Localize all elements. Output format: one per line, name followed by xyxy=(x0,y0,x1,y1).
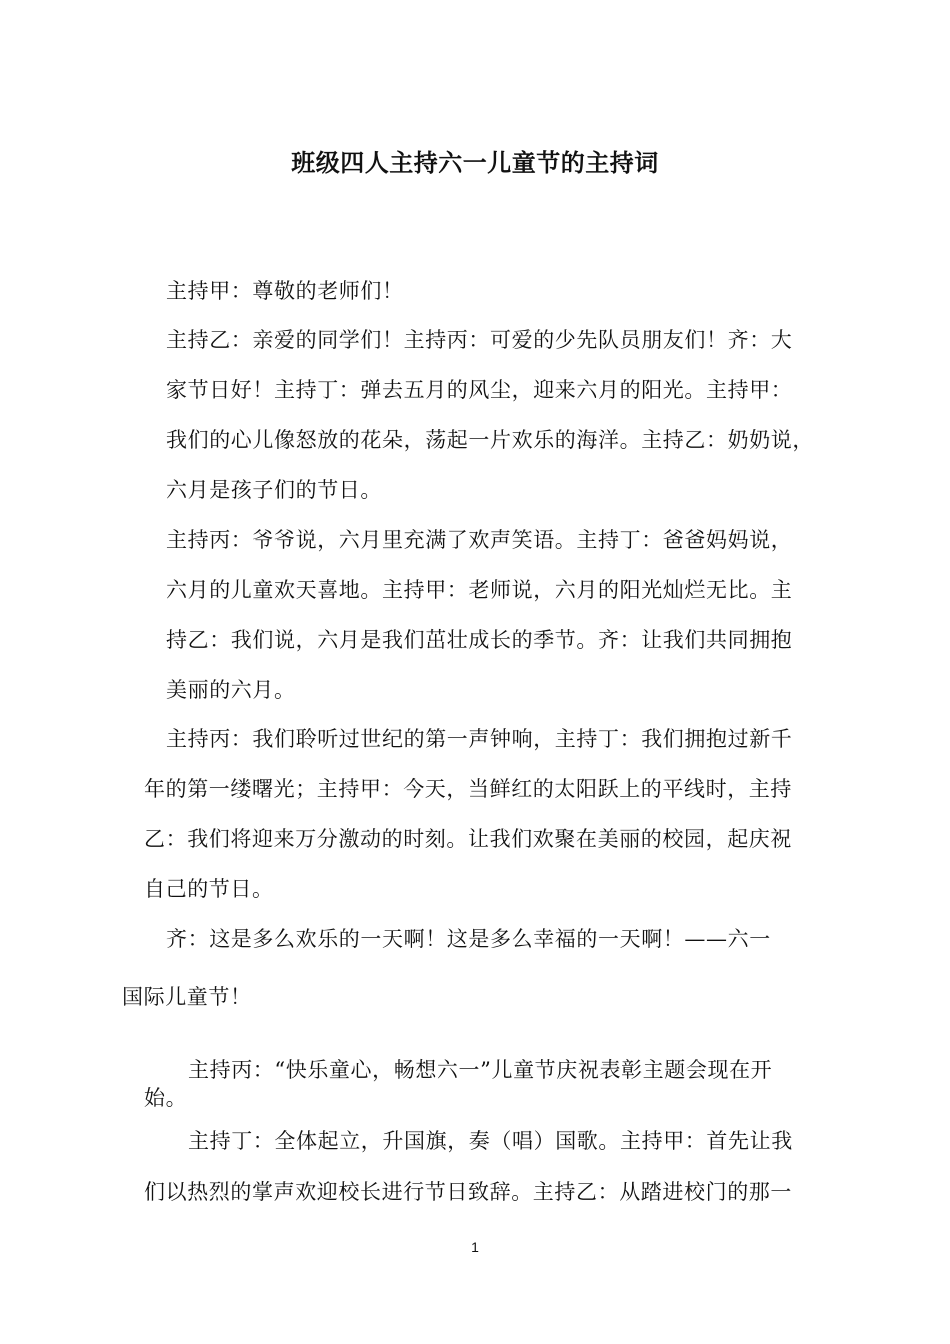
text-line: 始。 xyxy=(144,1086,188,1110)
text-line: 六月的儿童欢天喜地。主持甲：老师说，六月的阳光灿烂无比。主 xyxy=(166,578,793,602)
text-line: 主持丙：我们聆听过世纪的第一声钟响，主持丁：我们拥抱过新千 xyxy=(166,727,793,751)
text-line: 主持丁：全体起立，升国旗，奏（唱）国歌。主持甲：首先让我 xyxy=(188,1129,793,1153)
text-line: 六月是孩子们的节日。 xyxy=(166,478,382,502)
text-line: 家节日好！主持丁：弹去五月的风尘，迎来六月的阳光。主持甲： xyxy=(166,378,793,402)
text-line: 我们的心儿像怒放的花朵，荡起一片欢乐的海洋。主持乙：奶奶说， xyxy=(166,428,814,452)
text-line: 们以热烈的掌声欢迎校长进行节日致辞。主持乙：从踏进校门的那一 xyxy=(144,1180,792,1204)
text-line: 自己的节日。 xyxy=(144,877,274,901)
text-line: 主持丙：“快乐童心，畅想六一”儿童节庆祝表彰主题会现在开 xyxy=(188,1058,773,1082)
text-line: 主持乙：亲爱的同学们！主持丙：可爱的少先队员朋友们！齐：大 xyxy=(166,328,793,352)
text-line: 齐：这是多么欢乐的一天啊！这是多么幸福的一天啊！——六一 xyxy=(166,927,771,951)
text-line: 美丽的六月。 xyxy=(166,678,296,702)
document-title: 班级四人主持六一儿童节的主持词 xyxy=(291,149,659,177)
page-number: 1 xyxy=(471,1239,479,1255)
text-line: 持乙：我们说，六月是我们茁壮成长的季节。齐：让我们共同拥抱 xyxy=(166,628,793,652)
text-line: 乙：我们将迎来万分激动的时刻。让我们欢聚在美丽的校园，起庆祝 xyxy=(144,827,792,851)
text-line: 主持丙：爷爷说，六月里充满了欢声笑语。主持丁：爸爸妈妈说， xyxy=(166,528,793,552)
text-line: 国际儿童节！ xyxy=(122,985,252,1009)
text-line: 年的第一缕曙光；主持甲：今天，当鲜红的太阳跃上的平线时，主持 xyxy=(144,777,792,801)
text-line: 主持甲：尊敬的老师们！ xyxy=(166,279,404,303)
